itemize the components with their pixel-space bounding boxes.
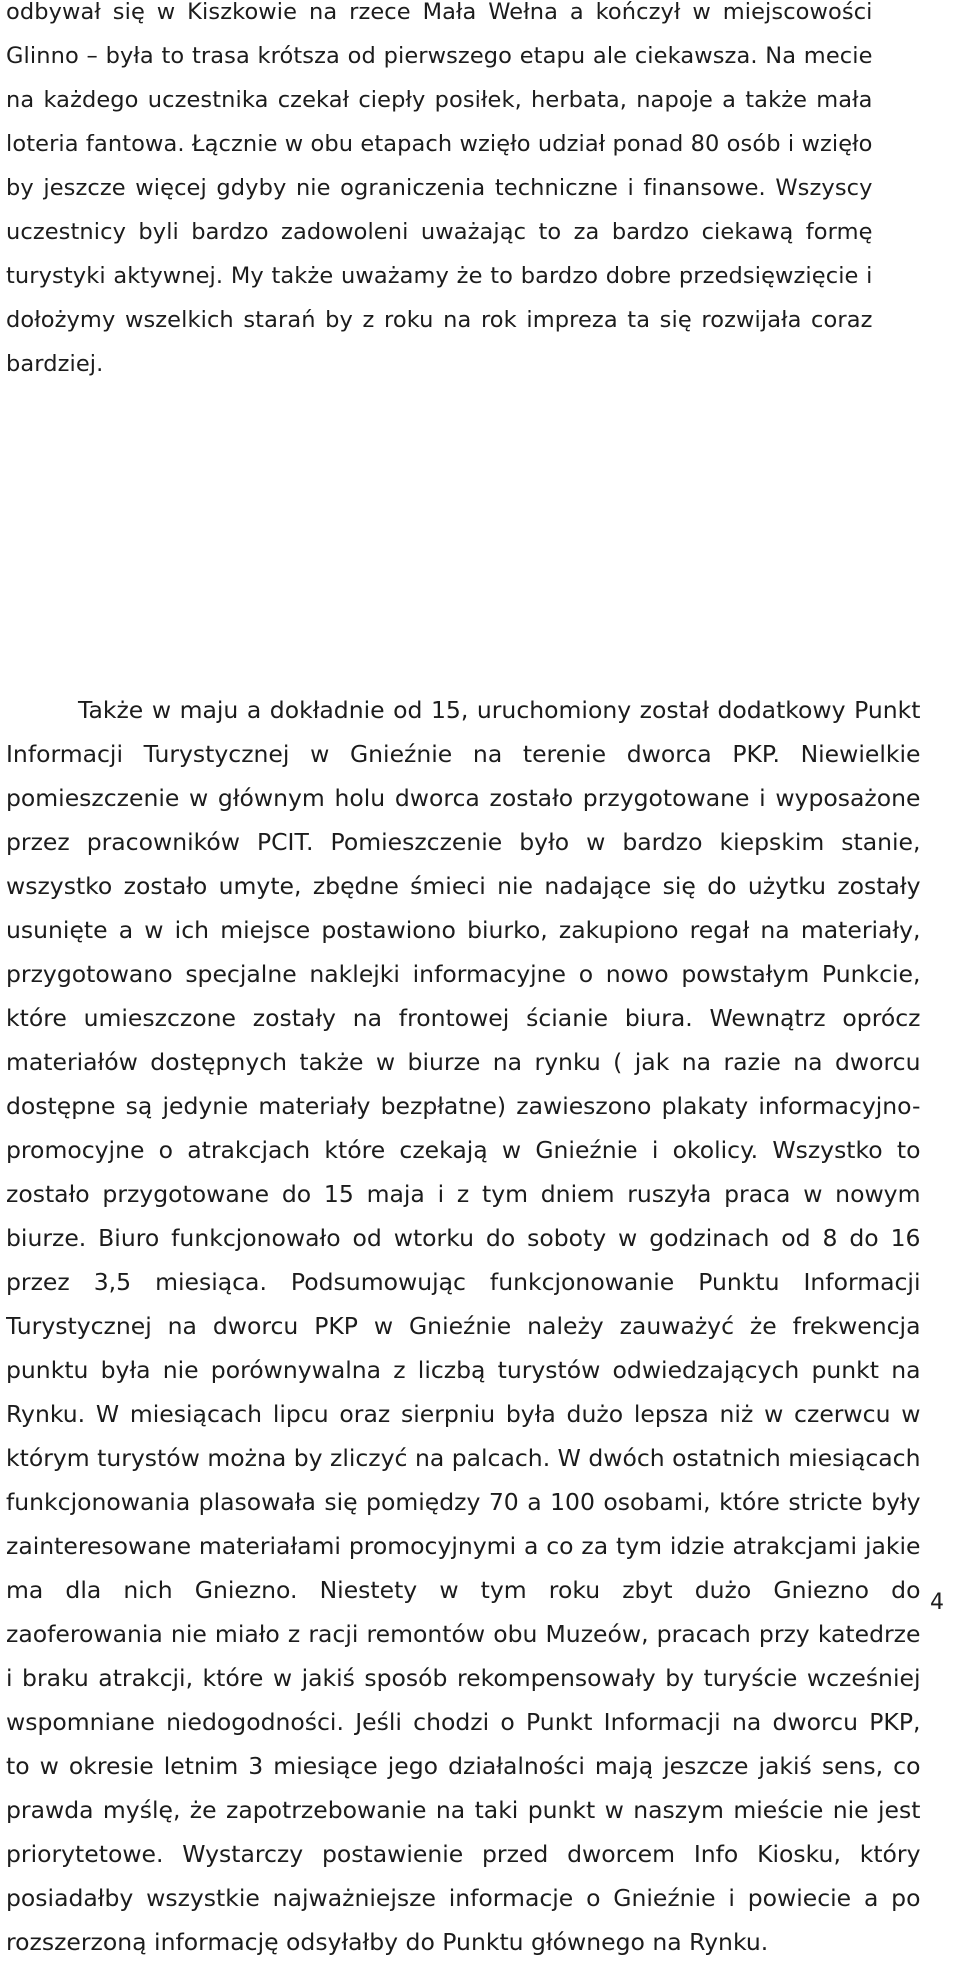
- paragraph-tourist-info-point: [6, 688, 920, 1964]
- paragraph-2-line: Rynku. W miesiącach lipcu oraz sierpniu była dużo lepsza niż w czerwcu w: [6, 1400, 921, 1428]
- paragraph-1-line: turystyki aktywnej. My także uważamy że to bardzo dobre przedsięwzięcie i: [6, 263, 873, 289]
- paragraph-2-line: które umieszczone zostały na frontowej ścianie biura. Wewnątrz oprócz: [6, 1004, 921, 1032]
- page-number: 4: [930, 1590, 944, 1615]
- paragraph-2-line: Turystycznej na dworcu PKP w Gnieźnie należy zauważyć że frekwencja: [6, 1312, 921, 1340]
- paragraph-2-line: pomieszczenie w głównym holu dworca zostało przygotowane i wyposażone: [6, 784, 921, 812]
- paragraph-2-line: dostępne są jedynie materiały bezpłatne) zawieszono plakaty informacyjno-: [6, 1092, 921, 1120]
- paragraph-1-line: loteria fantowa. Łącznie w obu etapach wzięło udział ponad 80 osób i wzięło: [6, 131, 873, 157]
- paragraph-2-line: rozszerzoną informację odsyłałby do Punktu głównego na Rynku.: [6, 1928, 769, 1956]
- paragraph-2-line: priorytetowe. Wystarczy postawienie przed dworcem Info Kiosku, który: [6, 1840, 921, 1868]
- paragraph-1-line: uczestnicy byli bardzo zadowoleni uważając to za bardzo ciekawą formę: [6, 219, 873, 245]
- paragraph-2-line: zaoferowania nie miało z racji remontów obu Muzeów, pracach przy katedrze: [6, 1620, 921, 1648]
- paragraph-2-line: przygotowano specjalne naklejki informacyjne o nowo powstałym Punkcie,: [6, 960, 921, 988]
- paragraph-2-line: posiadałby wszystkie najważniejsze informacje o Gnieźnie i powiecie a po: [6, 1884, 921, 1912]
- paragraph-2-line: ma dla nich Gniezno. Niestety w tym roku zbyt dużo Gniezno do: [6, 1576, 921, 1604]
- paragraph-2-line: punktu była nie porównywalna z liczbą turystów odwiedzających punkt na: [6, 1356, 921, 1384]
- paragraph-2-line: wszystko zostało umyte, zbędne śmieci nie nadające się do użytku zostały: [6, 872, 921, 900]
- paragraph-2-line: funkcjonowania plasowała się pomiędzy 70 a 100 osobami, które stricte były: [6, 1488, 921, 1516]
- paragraph-2-line: usunięte a w ich miejsce postawiono biurko, zakupiono regał na materiały,: [6, 916, 921, 944]
- paragraph-2-line: przez pracowników PCIT. Pomieszczenie było w bardzo kiepskim stanie,: [6, 828, 921, 856]
- paragraph-2-line: wspomniane niedogodności. Jeśli chodzi o Punkt Informacji na dworcu PKP,: [6, 1708, 921, 1736]
- paragraph-2-line: Informacji Turystycznej w Gnieźnie na terenie dworca PKP. Niewielkie: [6, 740, 921, 768]
- paragraph-1-line: odbywał się w Kiszkowie na rzece Mała Wełna a kończył w miejscowości: [6, 0, 873, 25]
- paragraph-1-line: na każdego uczestnika czekał ciepły posiłek, herbata, napoje a także mała: [6, 87, 873, 113]
- paragraph-2-line: przez 3,5 miesiąca. Podsumowując funkcjonowanie Punktu Informacji: [6, 1268, 921, 1296]
- paragraph-2-line: to w okresie letnim 3 miesiące jego działalności mają jeszcze jakiś sens, co: [6, 1752, 921, 1780]
- paragraph-2-line: Także w maju a dokładnie od 15, uruchomiony został dodatkowy Punkt: [78, 696, 921, 724]
- paragraph-1-line: by jeszcze więcej gdyby nie ograniczenia techniczne i finansowe. Wszyscy: [6, 175, 873, 201]
- paragraph-2-line: którym turystów można by zliczyć na palcach. W dwóch ostatnich miesiącach: [6, 1444, 921, 1472]
- paragraph-1-line: bardziej.: [6, 351, 104, 377]
- paragraph-2-line: zostało przygotowane do 15 maja i z tym dniem ruszyła praca w nowym: [6, 1180, 921, 1208]
- paragraph-2-line: promocyjne o atrakcjach które czekają w Gnieźnie i okolicy. Wszystko to: [6, 1136, 921, 1164]
- paragraph-2-line: i braku atrakcji, które w jakiś sposób rekompensowały by turyście wcześniej: [6, 1664, 921, 1692]
- paragraph-2-line: biurze. Biuro funkcjonowało od wtorku do soboty w godzinach od 8 do 16: [6, 1224, 921, 1252]
- paragraph-2-line: zainteresowane materiałami promocyjnymi a co za tym idzie atrakcjami jakie: [6, 1532, 921, 1560]
- paragraph-1-line: Glinno – była to trasa krótsza od pierwszego etapu ale ciekawsza. Na mecie: [6, 43, 873, 69]
- paragraph-kayak-rally: [6, 0, 873, 386]
- paragraph-2-line: materiałów dostępnych także w biurze na rynku ( jak na razie na dworcu: [6, 1048, 921, 1076]
- paragraph-2-line: prawda myślę, że zapotrzebowanie na taki punkt w naszym mieście nie jest: [6, 1796, 921, 1824]
- paragraph-1-line: dołożymy wszelkich starań by z roku na rok impreza ta się rozwijała coraz: [6, 307, 873, 333]
